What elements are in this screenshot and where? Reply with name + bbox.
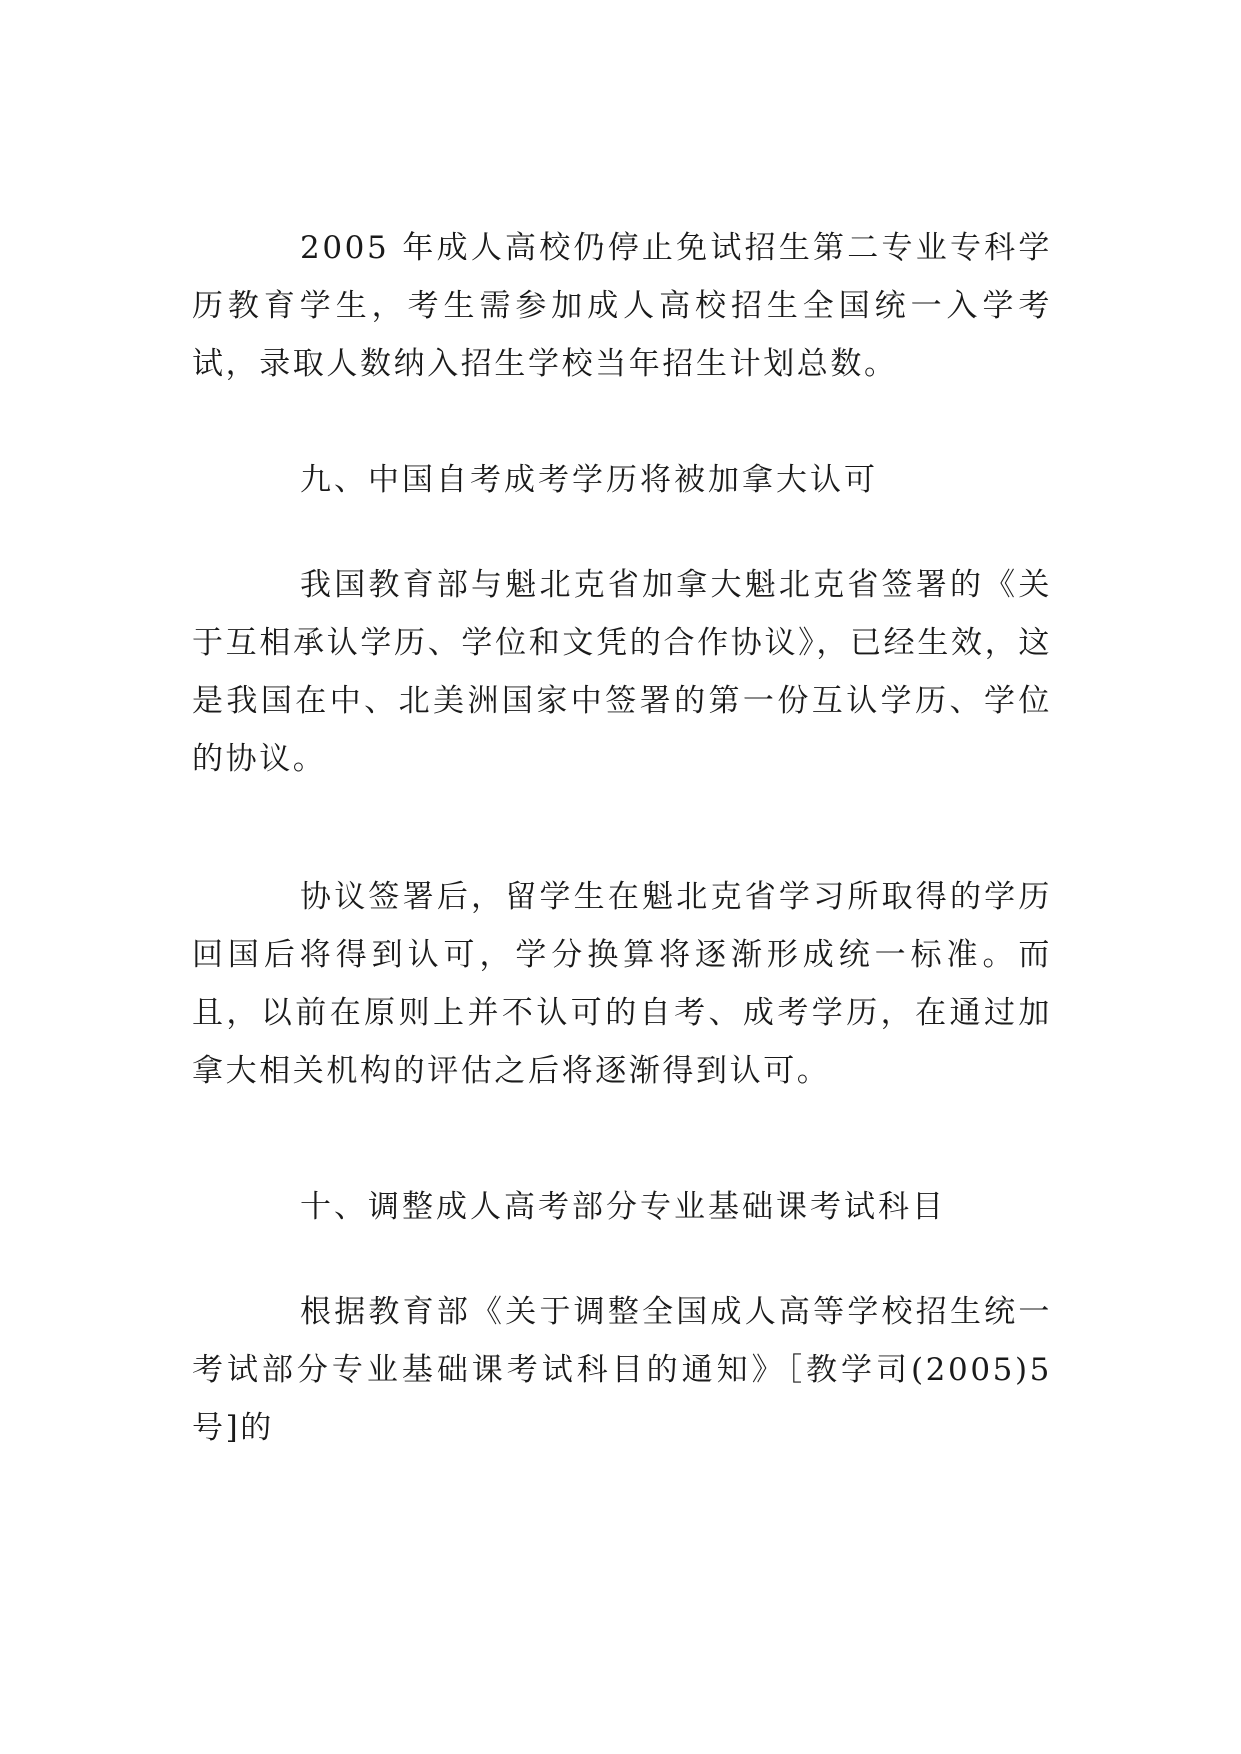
paragraph-exam-policy-2005: 2005 年成人高校仍停止免试招生第二专业专科学历教育学生，考生需参加成人高校招生全国统一入学考试，录取人数纳入招生学校当年招生计划总数。	[192, 230, 1052, 382]
section-heading-10: 十、调整成人高考部分专业基础课考试科目	[300, 1189, 946, 1225]
section-heading-9: 九、中国自考成考学历将被加拿大认可	[300, 462, 878, 498]
paragraph-agreement-effect: 协议签署后，留学生在魁北克省学习所取得的学历回国后将得到认可，学分换算将逐渐形成统一标准。而且，以前在原则上并不认可的自考、成考学历，在通过加拿大相关机构的评估之后将逐渐得到认可。	[192, 879, 1052, 1089]
paragraph-quebec-agreement: 我国教育部与魁北克省加拿大魁北克省签署的《关于互相承认学历、学位和文凭的合作协议》，已经生效，这是我国在中、北美洲国家中签署的第一份互认学历、学位的协议。	[192, 567, 1052, 777]
paragraph-subject-adjustment: 根据教育部《关于调整全国成人高等学校招生统一考试部分专业基础课考试科目的通知》［教学司(2005)5 号]的	[192, 1294, 1052, 1446]
